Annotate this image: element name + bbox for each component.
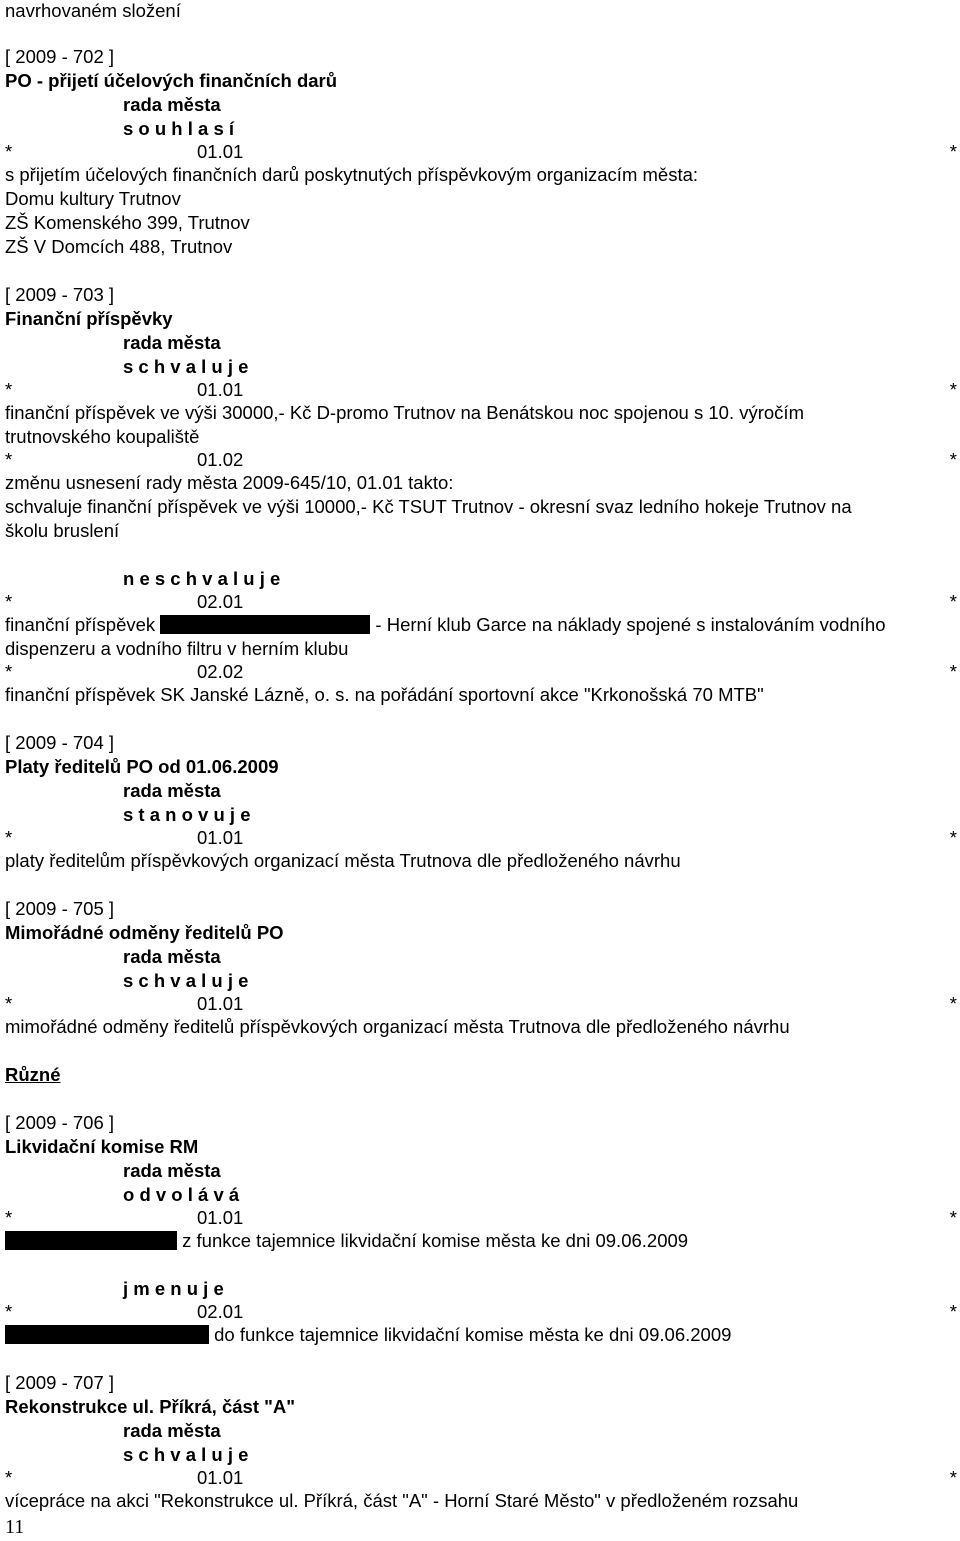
item-text: mimořádné odměny ředitelů příspěvkových organizací města Trutnova dle předloženého návrhu xyxy=(5,1016,790,1037)
decision-verb: o d v o l á v á xyxy=(123,1184,240,1205)
resolution-ref: [ 2009 - 707 ] xyxy=(5,1372,115,1393)
resolution-ref: [ 2009 - 702 ] xyxy=(5,46,115,67)
council-label: rada města xyxy=(123,946,221,967)
item-marker: * 01.01 * xyxy=(5,1207,957,1228)
resolution-title: Rekonstrukce ul. Příkrá, část "A" xyxy=(5,1396,296,1417)
item-text: ZŠ V Domcích 488, Trutnov xyxy=(5,236,233,257)
council-label: rada města xyxy=(123,332,221,353)
decision-verb: s c h v a l u j e xyxy=(123,356,249,377)
item-text: s přijetím účelových finančních darů poskytnutých příspěvkovým organizacím města: xyxy=(5,164,699,185)
decision-verb: n e s c h v a l u j e xyxy=(123,568,281,589)
item-text: do funkce tajemnice likvidační komise města ke dni 09.06.2009 xyxy=(5,1324,731,1346)
resolution-title: Finanční příspěvky xyxy=(5,308,173,329)
item-text: platy ředitelům příspěvkových organizací města Trutnova dle předloženého návrhu xyxy=(5,850,681,871)
redacted-name xyxy=(5,1231,177,1250)
item-text: vícepráce na akci "Rekonstrukce ul. Příkrá, část "A" - Horní Staré Město" v předloženém rozsahu xyxy=(5,1490,799,1511)
resolution-title: Mimořádné odměny ředitelů PO xyxy=(5,922,284,943)
item-text: schvaluje finanční příspěvek ve výši 10000,- Kč TSUT Trutnov - okresní svaz ledního hokeje Trutnov na xyxy=(5,496,852,517)
item-marker: * 01.01 * xyxy=(5,993,957,1014)
resolution-ref: [ 2009 - 705 ] xyxy=(5,898,115,919)
redacted-name xyxy=(160,615,370,634)
council-label: rada města xyxy=(123,780,221,801)
decision-verb: s c h v a l u j e xyxy=(123,970,249,991)
council-label: rada města xyxy=(123,94,221,115)
resolution-title: Platy ředitelů PO od 01.06.2009 xyxy=(5,756,279,777)
item-text: finanční příspěvek ve výši 30000,- Kč D-promo Trutnov na Benátskou noc spojenou s 10. výročím xyxy=(5,402,804,423)
item-marker: * 01.01 * xyxy=(5,827,957,848)
redacted-name xyxy=(5,1325,209,1344)
item-marker: * 02.02 * xyxy=(5,661,957,682)
item-text: dispenzeru a vodního filtru v herním klubu xyxy=(5,638,349,659)
item-text: Domu kultury Trutnov xyxy=(5,188,181,209)
item-text: finanční příspěvek SK Janské Lázně, o. s. na pořádání sportovní akce "Krkonošská 70 MTB" xyxy=(5,684,764,705)
resolution-ref: [ 2009 - 706 ] xyxy=(5,1112,115,1133)
item-text: finanční příspěvek - Herní klub Garce na náklady spojené s instalováním vodního xyxy=(5,614,886,635)
council-label: rada města xyxy=(123,1160,221,1181)
decision-verb: s c h v a l u j e xyxy=(123,1444,249,1465)
item-marker: * 01.01 * xyxy=(5,141,957,162)
resolution-title: PO - přijetí účelových finančních darů xyxy=(5,70,338,91)
item-text: z funkce tajemnice likvidační komise města ke dni 09.06.2009 xyxy=(5,1230,688,1252)
resolution-ref: [ 2009 - 703 ] xyxy=(5,284,115,305)
item-text: školu bruslení xyxy=(5,520,120,541)
item-text: změnu usnesení rady města 2009-645/10, 01.01 takto: xyxy=(5,472,454,493)
decision-verb: s t a n o v u j e xyxy=(123,804,251,825)
item-marker: * 01.01 * xyxy=(5,1467,957,1488)
item-text: trutnovského koupaliště xyxy=(5,426,200,447)
item-marker: * 01.01 * xyxy=(5,379,957,400)
council-label: rada města xyxy=(123,1420,221,1441)
decision-verb: s o u h l a s í xyxy=(123,118,235,139)
resolution-ref: [ 2009 - 704 ] xyxy=(5,732,115,753)
item-text: ZŠ Komenského 399, Trutnov xyxy=(5,212,250,233)
decision-verb: j m e n u j e xyxy=(123,1278,224,1299)
page-number: 11 xyxy=(5,1516,25,1538)
continuation-text: navrhovaném složení xyxy=(5,0,181,21)
item-marker: * 01.02 * xyxy=(5,449,957,470)
item-marker: * 02.01 * xyxy=(5,591,957,612)
section-heading: Různé xyxy=(5,1064,61,1085)
resolution-title: Likvidační komise RM xyxy=(5,1136,199,1157)
item-marker: * 02.01 * xyxy=(5,1301,957,1322)
